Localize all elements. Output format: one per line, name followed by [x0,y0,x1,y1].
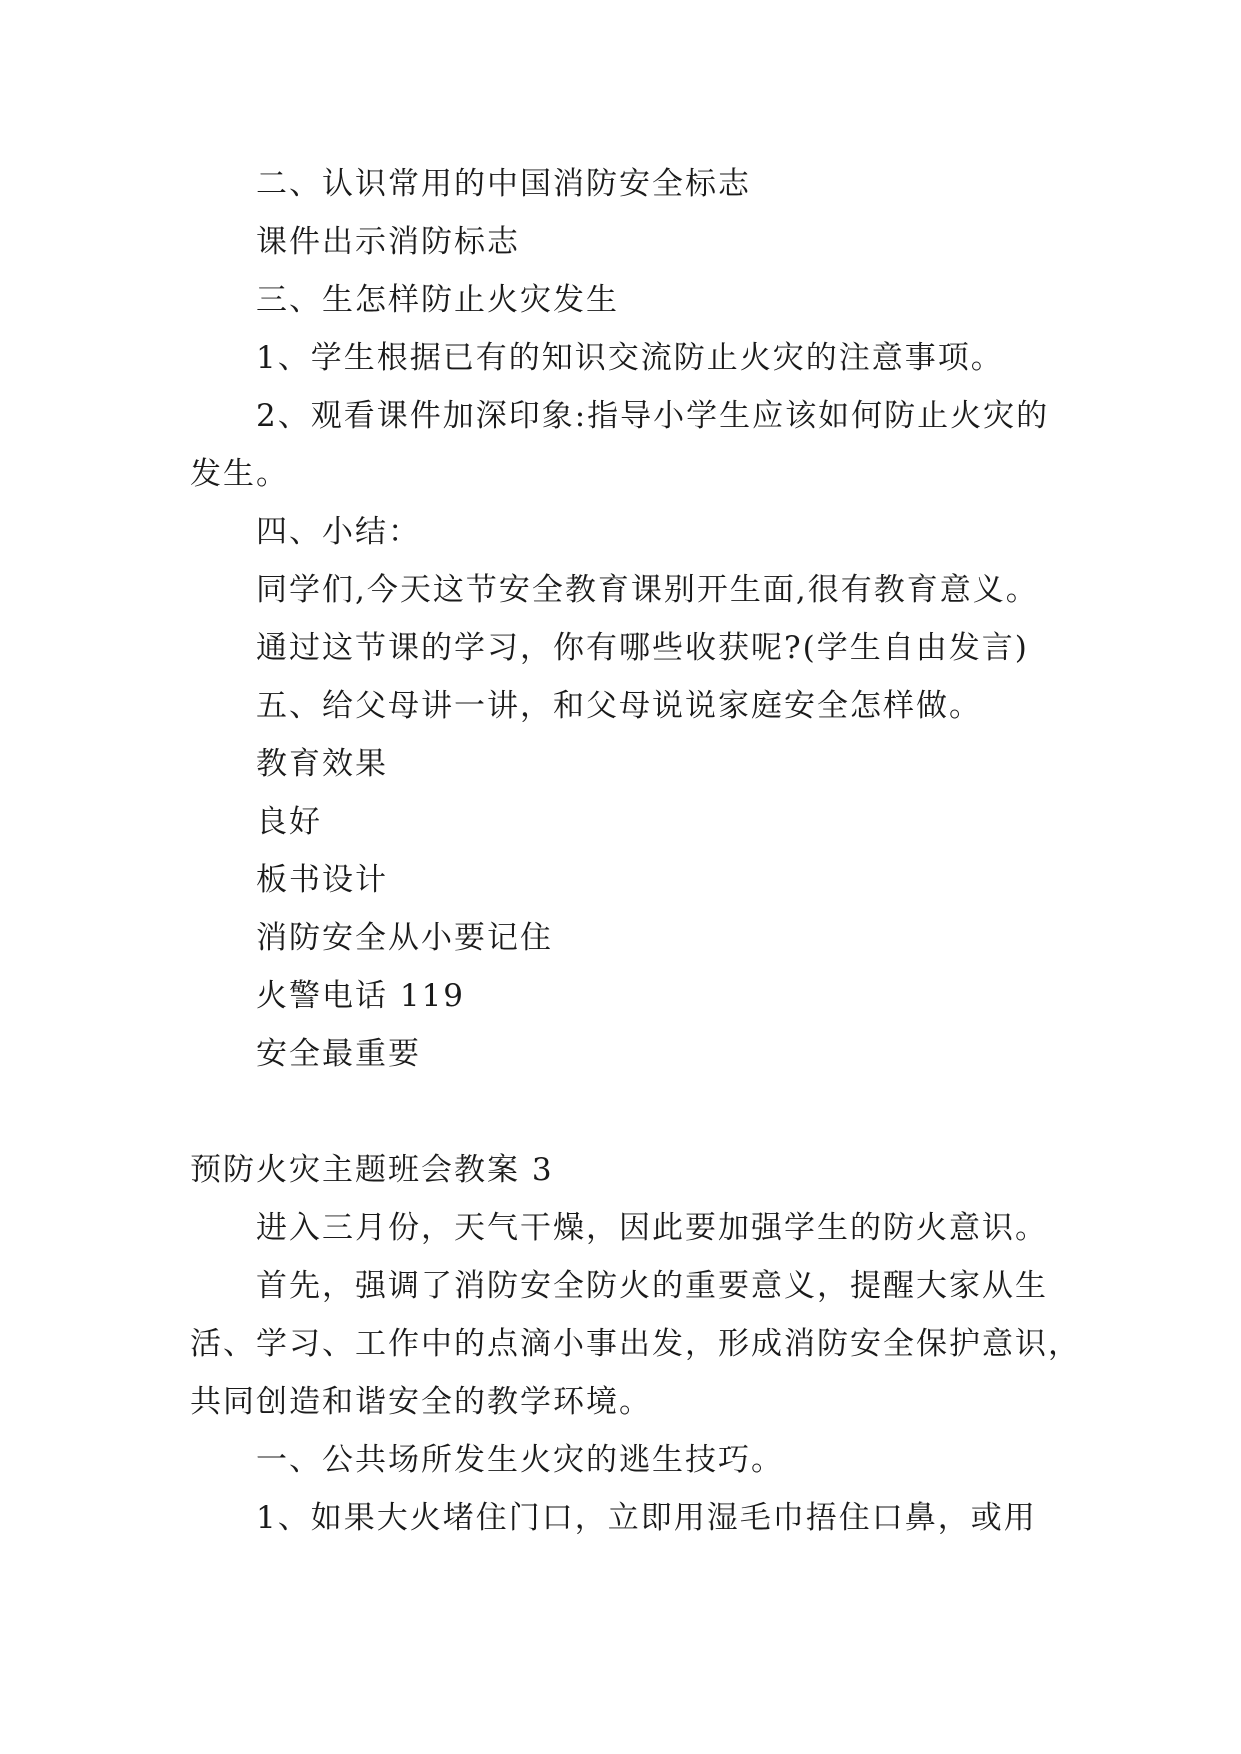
paragraph-line: 活、学习、工作中的点滴小事出发，形成消防安全保护意识， [190,1326,1081,1362]
paragraph-line: 共同创造和谐安全的教学环境。 [190,1384,652,1420]
value-education-effect: 良好 [256,804,322,840]
list-item-1: 1、学生根据已有的知识交流防止火灾的注意事项。 [256,340,1004,376]
section-heading-2: 二、认识常用的中国消防安全标志 [256,166,751,202]
paragraph-line: 同学们,今天这节安全教育课别开生面,很有教育意义。 [256,572,1039,608]
section-heading-3: 三、生怎样防止火灾发生 [256,282,619,318]
board-line: 火警电话 119 [256,978,466,1014]
label-board-design: 板书设计 [256,862,388,898]
section-heading-5: 五、给父母讲一讲，和父母说说家庭安全怎样做。 [256,688,982,724]
list-item-2: 2、观看课件加深印象:指导小学生应该如何防止火灾的 [256,398,1050,434]
board-line: 安全最重要 [256,1036,421,1072]
section-heading-4: 四、小结： [256,514,421,550]
list-item-1: 1、如果大火堵住门口，立即用湿毛巾捂住口鼻，或用 [256,1500,1037,1536]
section-heading-1: 一、公共场所发生火灾的逃生技巧。 [256,1442,784,1478]
label-education-effect: 教育效果 [256,746,388,782]
paragraph-line: 首先，强调了消防安全防火的重要意义，提醒大家从生 [256,1268,1048,1304]
board-line: 消防安全从小要记住 [256,920,553,956]
paragraph-line: 进入三月份，天气干燥，因此要加强学生的防火意识。 [256,1210,1048,1246]
paragraph-line: 通过这节课的学习，你有哪些收获呢?(学生自由发言) [256,630,1029,666]
article-title: 预防火灾主题班会教案 3 [190,1152,554,1188]
paragraph-line: 课件出示消防标志 [256,224,520,260]
list-item-2-continuation: 发生。 [190,456,289,492]
